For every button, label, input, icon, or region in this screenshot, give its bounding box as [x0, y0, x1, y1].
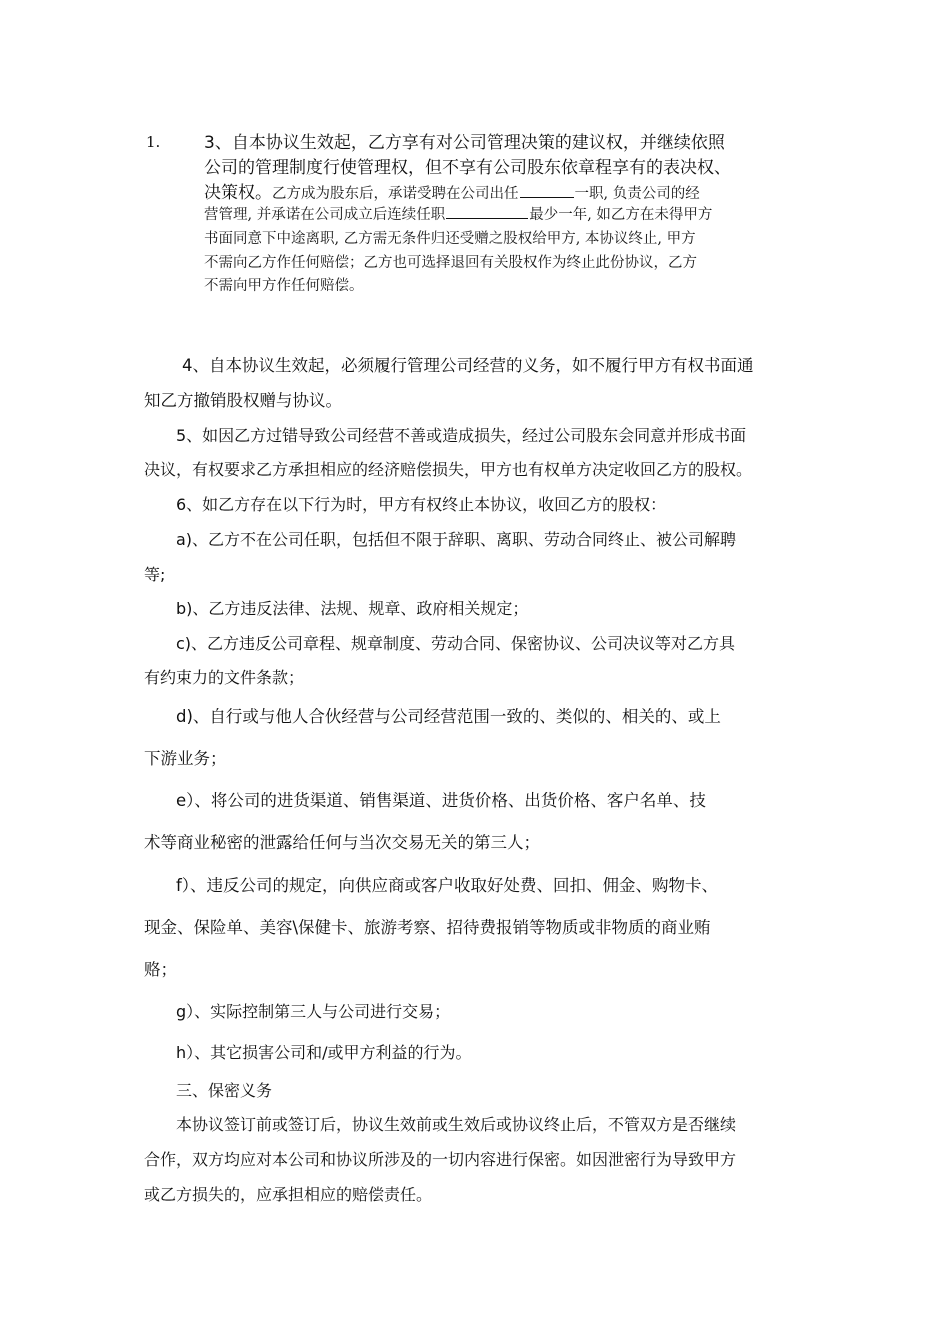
para4-line1: 4、自本协议生效起，必须履行管理公司经营的义务，如不履行甲方有权书面通: [182, 356, 754, 375]
item1-line3: [204, 178, 700, 203]
item1-line2: 公司的管理制度行使管理权，但不享有公司股东依章程享有的表决权、: [204, 158, 731, 178]
para6-a-line1: a)、乙方不在公司任职，包括但不限于辞职、离职、劳动合同终止、被公司解聘: [176, 530, 737, 549]
para6-e-line1: e）、将公司的进货渠道、销售渠道、进货价格、出货价格、客户名单、技: [176, 791, 706, 810]
list-number: 1.: [146, 133, 161, 151]
item1-line4: [204, 203, 712, 224]
section3-line3: 或乙方损失的，应承担相应的赔偿责任。: [144, 1185, 433, 1204]
para6-g: g）、实际控制第三人与公司进行交易；: [176, 1002, 451, 1021]
section3-line2: 合作，双方均应对本公司和协议所涉及的一切内容进行保密。如因泄密行为导致甲方: [144, 1150, 737, 1169]
item1-line3-bold: 决策权。: [204, 183, 272, 203]
para6-f-line3: 赂；: [144, 960, 177, 979]
para6-d-line2: 下游业务；: [144, 749, 227, 768]
para6-d-line1: d)、自行或与他人合伙经营与公司经营范围一致的、类似的、相关的、或上: [176, 707, 721, 726]
item1-line6: 不需向乙方作任何赔偿；乙方也可选择退回有关股权作为终止此份协议，乙方: [204, 255, 697, 271]
item1-line3-rest-b: 一职, 负责公司的经: [574, 186, 700, 202]
item1-line1: 3、自本协议生效起，乙方享有对公司管理决策的建议权，并继续依照: [204, 133, 725, 153]
para6-c-line1: c)、乙方违反公司章程、规章制度、劳动合同、保密协议、公司决议等对乙方具: [176, 634, 736, 653]
section3-line1: 本协议签订前或签订后，协议生效前或生效后或协议终止后，不管双方是否继续: [176, 1115, 737, 1134]
para6-c-line2: 有约束力的文件条款；: [144, 668, 305, 687]
para5-line1: 5、如因乙方过错导致公司经营不善或造成损失，经过公司股东会同意并形成书面: [176, 426, 747, 445]
para6-intro: 6、如乙方存在以下行为时，甲方有权终止本协议，收回乙方的股权：: [176, 495, 667, 514]
section3-heading: 三、保密义务: [176, 1081, 273, 1100]
item1-line5: 书面同意下中途离职, 乙方需无条件归还受赠之股权给甲方, 本协议终止, 甲方: [204, 231, 696, 247]
para6-h: h）、其它损害公司和/或甲方利益的行为。: [176, 1043, 472, 1062]
para6-f-line1: f）、违反公司的规定，向供应商或客户收取好处费、回扣、佣金、购物卡、: [176, 876, 719, 895]
item1-line3-rest-a: 乙方成为股东后，承诺受聘在公司出任: [272, 186, 519, 202]
item1-line7: 不需向甲方作任何赔偿。: [204, 278, 364, 294]
item1-line4-b: 最少一年, 如乙方在未得甲方: [529, 207, 713, 223]
para6-f-line2: 现金、保险单、美容\保健卡、旅游考察、招待费报销等物质或非物质的商业贿: [144, 918, 711, 937]
para4-line2: 知乙方撤销股权赠与协议。: [144, 391, 342, 410]
para6-b: b)、乙方违反法律、法规、规章、政府相关规定；: [176, 599, 529, 618]
blank-position: [520, 196, 574, 198]
para6-a-line2: 等;: [144, 565, 166, 584]
para5-line2: 决议，有权要求乙方承担相应的经济赔偿损失，甲方也有权单方决定收回乙方的股权。: [144, 460, 753, 479]
blank-tenure: [446, 217, 528, 219]
para6-e-line2: 术等商业秘密的泄露给任何与当次交易无关的第三人；: [144, 833, 540, 852]
item1-line4-a: 营管理, 并承诺在公司成立后连续任职: [204, 207, 446, 223]
